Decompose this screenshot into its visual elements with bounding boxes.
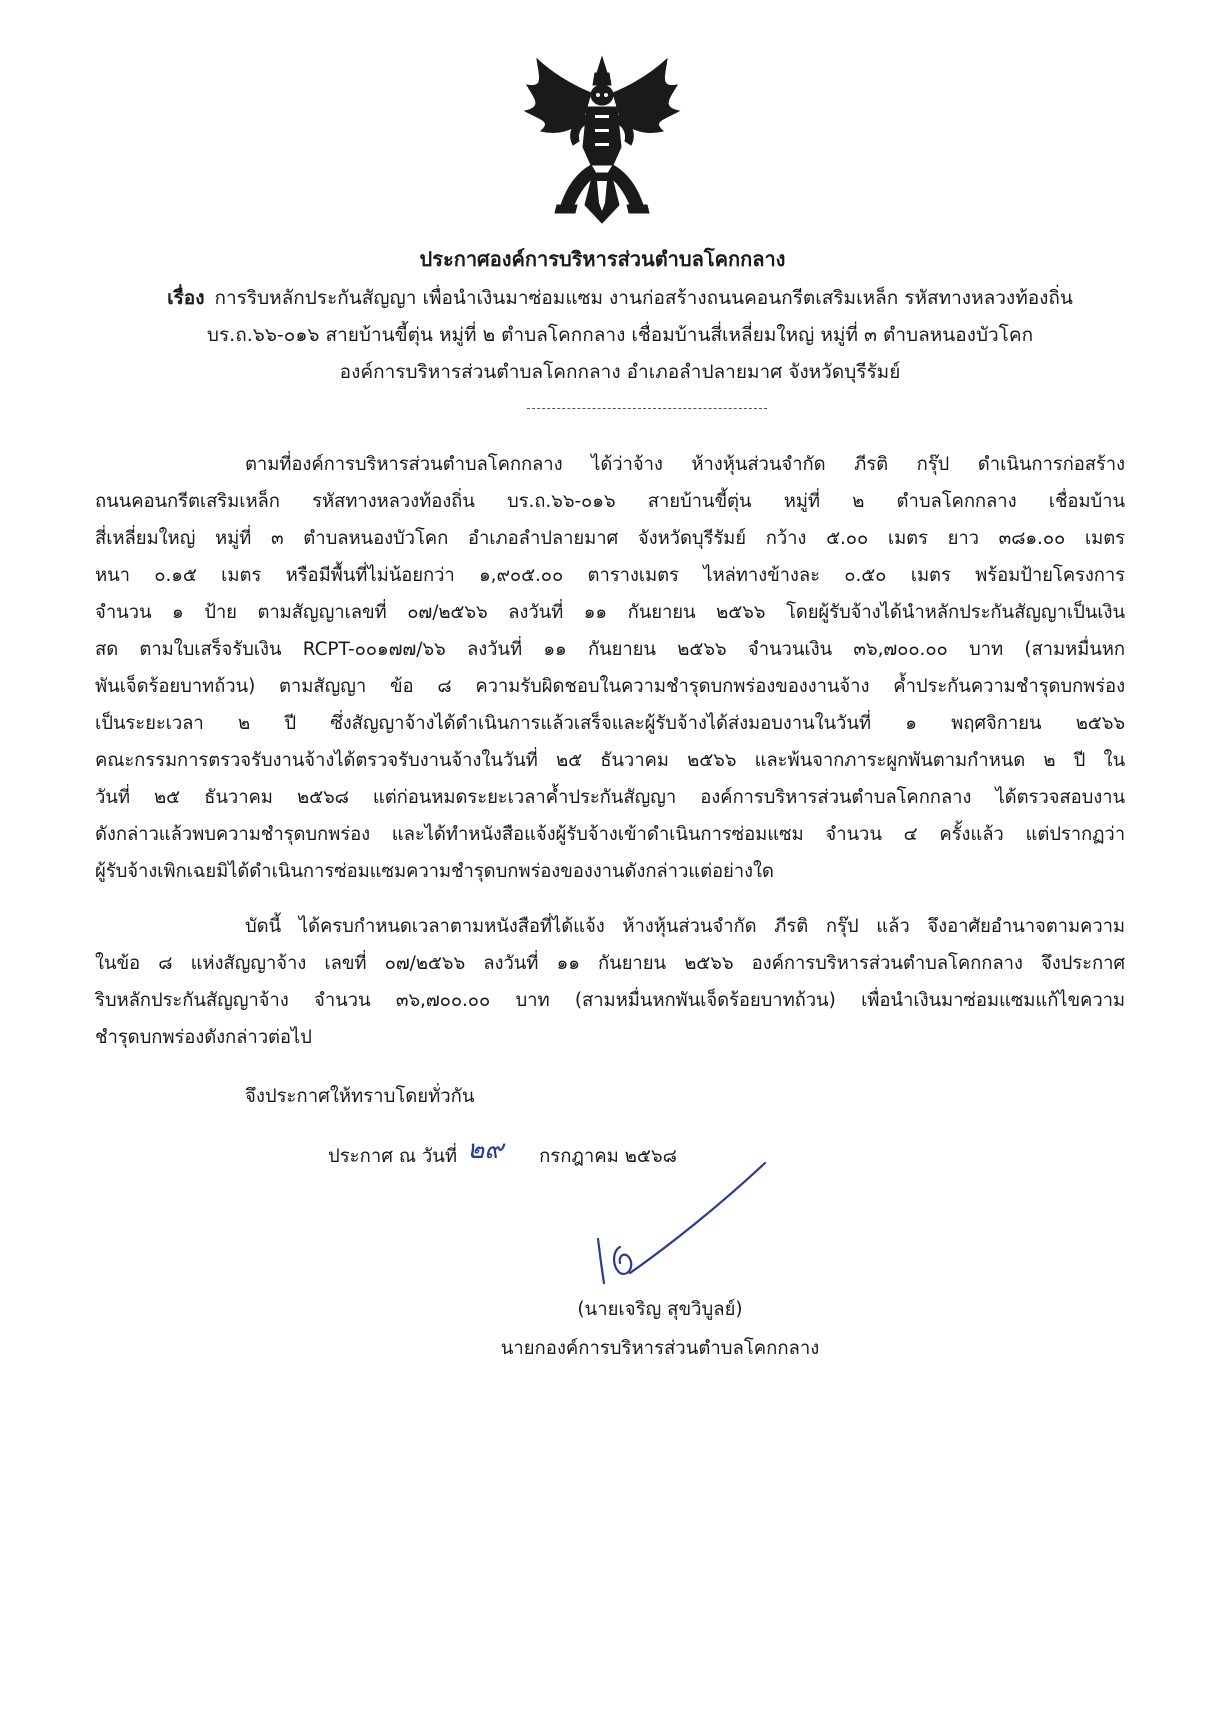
- date-month-year: กรกฎาคม ๒๕๖๘: [539, 1146, 677, 1167]
- paragraph-line: ริบหลักประกันสัญญาจ้าง จำนวน ๓๖,๗๐๐.๐๐ บาท (สามหมื่นหกพันเจ็ดร้อยบาทถ้วน) เพื่อนำเงินมาซ่อมแซมแก้ไขความ: [95, 990, 1125, 1011]
- divider: [527, 408, 767, 409]
- paragraph-line: ผู้รับจ้างเพิกเฉยมิได้ดำเนินการซ่อมแซมความชำรุดบกพร่องของงานดังกล่าวแต่อย่างใด: [95, 861, 774, 882]
- subject-line: [120, 280, 1120, 317]
- paragraph-line: วันที่ ๒๕ ธันวาคม ๒๕๖๘ แต่ก่อนหมดระยะเวลาค้ำประกันสัญญา องค์การบริหารส่วนตำบลโคกกลาง ได้ตรวจสอบงาน: [95, 787, 1125, 808]
- paragraph-line: พันเจ็ดร้อยบาทถ้วน) ตามสัญญา ข้อ ๘ ความรับผิดชอบในความชำรุดบกพร่องของงานจ้าง ค้ำประกันความชำรุดบกพร่อง: [95, 676, 1125, 697]
- document-title: ประกาศองค์การบริหารส่วนตำบลโคกกลาง: [419, 247, 786, 271]
- subject-label: เรื่อง: [167, 287, 205, 309]
- subject-line: องค์การบริหารส่วนตำบลโคกกลาง อำเภอลำปลายมาศ จังหวัดบุรีรัมย์: [339, 361, 901, 383]
- paragraph-line: ในข้อ ๘ แห่งสัญญาจ้าง เลขที่ ๐๗/๒๕๖๖ ลงวันที่ ๑๑ กันยายน ๒๕๖๖ องค์การบริหารส่วนตำบลโคกกลาง จึงประกาศ: [95, 953, 1125, 974]
- subject-line: บร.ถ.๖๖-๐๑๖ สายบ้านขี้ตุ่น หมู่ที่ ๒ ตำบลโคกกลาง เชื่อมบ้านสี่เหลี่ยมใหญ่ หมู่ที่ ๓ ตำบลหนองบัวโคก: [206, 324, 1034, 346]
- date-prefix: ประกาศ ณ วันที่: [328, 1146, 458, 1167]
- paragraph-line: เป็นระยะเวลา ๒ ปี ซึ่งสัญญาจ้างได้ดำเนินการแล้วเสร็จและผู้รับจ้างได้ส่งมอบงานในวันที่ ๑ พฤศจิกายน ๒๕๖๖: [95, 713, 1125, 734]
- paragraph-line: คณะกรรมการตรวจรับงานจ้างได้ตรวจรับงานจ้างในวันที่ ๒๕ ธันวาคม ๒๕๖๖ และพ้นจากภาระผูกพันตามกำหนด ๒ ปี ใน: [95, 750, 1125, 771]
- paragraph-line: บัดนี้ ได้ครบกำหนดเวลาตามหนังสือที่ได้แจ้ง ห้างหุ้นส่วนจำกัด ภีรติ กรุ๊ป แล้ว จึงอาศัยอำนาจตามความ: [245, 916, 1125, 937]
- body-paragraph-2: [95, 908, 1125, 1056]
- subject-text: การริบหลักประกันสัญญา เพื่อนำเงินมาซ่อมแซม งานก่อสร้างถนนคอนกรีตเสริมเหล็ก รหัสทางหลวงท้องถิ่น: [214, 287, 1073, 309]
- signer-name: (นายเจริญ สุขวิบูลย์): [577, 1299, 743, 1320]
- paragraph-line: หนา ๐.๑๕ เมตร หรือมีพื้นที่ไม่น้อยกว่า ๑,๙๐๕.๐๐ ตารางเมตร ไหล่ทางข้างละ ๐.๕๐ เมตร พร้อมป้ายโครงการ: [95, 565, 1125, 586]
- subject-block: [120, 280, 1120, 391]
- signer-block: [460, 1290, 860, 1368]
- paragraph-line: ดังกล่าวแล้วพบความชำรุดบกพร่อง และได้ทำหนังสือแจ้งผู้รับจ้างเข้าดำเนินการซ่อมแซม จำนวน ๔ ครั้งแล้ว แต่ปรากฏว่า: [95, 824, 1125, 845]
- paragraph-line: ตามที่องค์การบริหารส่วนตำบลโคกกลาง ได้ว่าจ้าง ห้างหุ้นส่วนจำกัด ภีรติ กรุ๊ป ดำเนินการก่อสร้าง: [245, 454, 1125, 475]
- signer-position: นายกองค์การบริหารส่วนตำบลโคกกลาง: [500, 1338, 820, 1359]
- paragraph-line: ชำรุดบกพร่องดังกล่าวต่อไป: [95, 1027, 312, 1048]
- paragraph-line: สด ตามใบเสร็จรับเงิน RCPT-๐๐๑๗๗/๖๖ ลงวันที่ ๑๑ กันยายน ๒๕๖๖ จำนวนเงิน ๓๖,๗๐๐.๐๐ บาท (สามหมื่นหก: [95, 639, 1125, 660]
- handwritten-day: ๒๙: [467, 1135, 504, 1165]
- body-paragraph-1: [95, 446, 1125, 890]
- handwritten-signature-icon: [590, 1155, 850, 1305]
- thai-garuda-emblem-icon: [517, 55, 687, 227]
- paragraph-line: จำนวน ๑ ป้าย ตามสัญญาเลขที่ ๐๗/๒๕๖๖ ลงวันที่ ๑๑ กันยายน ๒๕๖๖ โดยผู้รับจ้างได้นำหลักประกันสัญญาเป็นเงิน: [95, 602, 1125, 623]
- paragraph-line: ถนนคอนกรีตเสริมเหล็ก รหัสทางหลวงท้องถิ่น บร.ถ.๖๖-๐๑๖ สายบ้านขี้ตุ่น หมู่ที่ ๒ ตำบลโคกกลาง เชื่อมบ้าน: [95, 491, 1125, 512]
- closing-statement: จึงประกาศให้ทราบโดยทั่วกัน: [245, 1086, 475, 1107]
- paragraph-line: สี่เหลี่ยมใหญ่ หมู่ที่ ๓ ตำบลหนองบัวโคก อำเภอลำปลายมาศ จังหวัดบุรีรัมย์ กว้าง ๕.๐๐ เมตร ยาว ๓๘๑.๐๐ เมตร: [95, 528, 1125, 549]
